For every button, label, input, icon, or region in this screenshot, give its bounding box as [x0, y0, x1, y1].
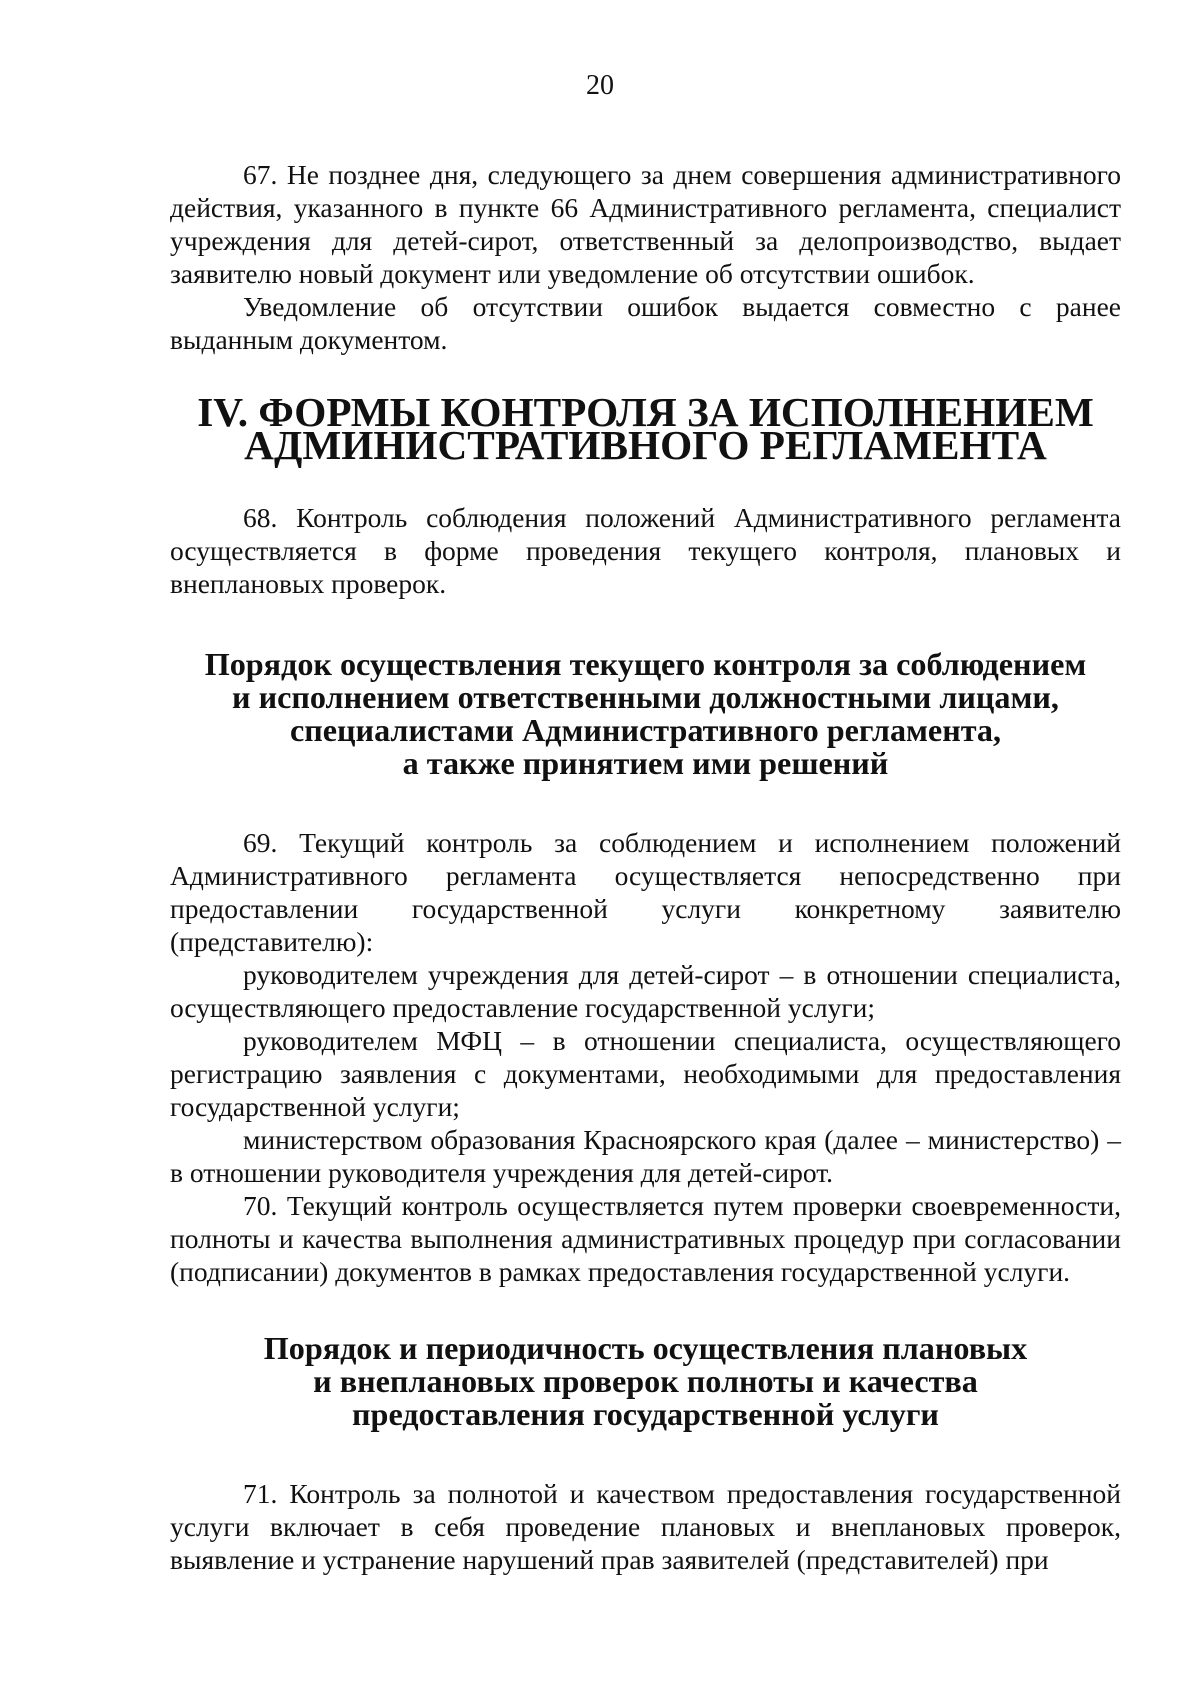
- paragraph-69-item-2: руководителем МФЦ – в отношении специалиста, осуществляющего регистрацию заявления с документами, необходимыми для предоставления государственной услуги;: [170, 1025, 1121, 1122]
- heading-line: а также принятием ими решений: [402, 745, 889, 781]
- heading-line: специалистами Административного регламента,: [289, 712, 1002, 748]
- heading-line: Порядок осуществления текущего контроля за соблюдением: [204, 646, 1087, 682]
- heading-line: Порядок и периодичность осуществления плановых: [263, 1330, 1028, 1366]
- paragraph-67: 67. Не позднее дня, следующего за днем совершения административного действия, указанного в пункте 66 Административного регламента, специалист учреждения для детей-сирот, ответственный за делопроизводство, выдает заявителю новый документ или уведомление об отсутствии ошибок.: [170, 159, 1121, 289]
- section-heading-iv: [170, 389, 1121, 468]
- heading-line: и внеплановых проверок полноты и качества: [313, 1363, 978, 1399]
- heading-line: IV. ФОРМЫ КОНТРОЛЯ ЗА ИСПОЛНЕНИЕМ: [197, 389, 1094, 435]
- paragraph-69-item-3: министерством образования Красноярского края (далее – министерство) – в отношении руководителя учреждения для детей-сирот.: [170, 1124, 1121, 1188]
- page-number: 20: [586, 70, 614, 101]
- paragraph-70: 70. Текущий контроль осуществляется путем проверки своевременности, полноты и качества выполнения административных процедур при согласовании (подписании) документов в рамках предоставления государственной услуги.: [170, 1190, 1121, 1287]
- paragraph-69: 69. Текущий контроль за соблюдением и исполнением положений Административного регламента осуществляется непосредственно при предоставлении государственной услуги конкретному заявителю (представителю):: [170, 827, 1121, 957]
- heading-line: АДМИНИСТРАТИВНОГО РЕГЛАМЕНТА: [244, 422, 1047, 468]
- document-body: [170, 158, 1121, 1576]
- paragraph-69-item-1: руководителем учреждения для детей-сирот – в отношении специалиста, осуществляющего предоставление государственной услуги;: [170, 959, 1121, 1023]
- subsection-heading-inspections: [170, 1332, 1121, 1431]
- subsection-heading-current-control: [170, 648, 1121, 780]
- paragraph-68: 68. Контроль соблюдения положений Административного регламента осуществляется в форме проведения текущего контроля, плановых и внеплановых проверок.: [170, 502, 1121, 599]
- paragraph-71: 71. Контроль за полнотой и качеством предоставления государственной услуги включает в себя проведение плановых и внеплановых проверок, выявление и устранение нарушений прав заявителей (представителей) при: [170, 1478, 1121, 1575]
- heading-line: и исполнением ответственными должностными лицами,: [232, 679, 1059, 715]
- heading-line: предоставления государственной услуги: [352, 1396, 939, 1432]
- paragraph-notice: Уведомление об отсутствии ошибок выдается совместно с ранее выданным документом.: [170, 291, 1121, 355]
